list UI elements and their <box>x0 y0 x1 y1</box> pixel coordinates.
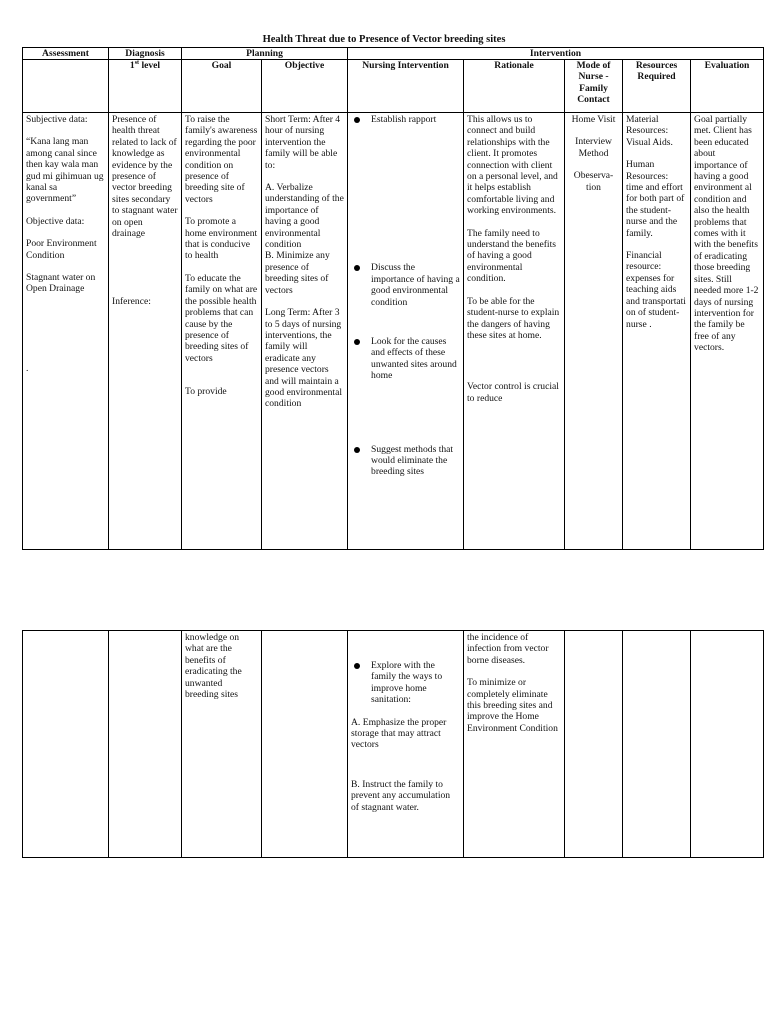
objective-item: Stagnant water on Open Drainage <box>26 272 96 295</box>
cell-diagnosis-continued <box>109 631 182 858</box>
stray-dot: . <box>26 362 29 374</box>
intervention-item: Look for the causes and effects of these unwanted sites around home <box>351 336 460 382</box>
header-rationale: Rationale <box>464 60 565 113</box>
header-blank <box>23 60 109 113</box>
rationale-item: This allows us to connect and build relationships with the client. It promotes connection with client on a personal level, and it helps establish comfortable living and working environments. <box>467 114 558 217</box>
intervention-item: Explore with the family the ways to improve home sanitation: <box>351 660 460 706</box>
objective-long-term: Long Term: After 3 to 5 days of nursing interventions, the family will eradicate any presence vectors and will maintain a good environmental condition <box>265 307 342 410</box>
header-diagnosis: Diagnosis <box>109 48 182 60</box>
cell-diagnosis <box>109 113 182 550</box>
cell-evaluation-continued <box>691 631 764 858</box>
care-plan-table-continued <box>22 630 764 858</box>
objective-short-term: Short Term: After 4 hour of nursing intervention the family will be able to: <box>265 114 341 171</box>
header-goal: Goal <box>182 60 262 113</box>
resource-item: Human Resources: time and effort for both part of the student-nurse and the family. <box>626 159 685 239</box>
bullet-icon <box>354 265 360 271</box>
mode-item: Home Visit <box>571 114 616 125</box>
bullet-icon <box>354 663 360 669</box>
header-nursing-intervention: Nursing Intervention <box>348 60 464 113</box>
cell-goal <box>182 113 262 550</box>
cell-objective <box>262 113 348 550</box>
rationale-item: the incidence of infection from vector borne diseases. <box>467 632 549 666</box>
objective-a: A. Verbalize understanding of the importance of having a good environmental condition <box>265 182 344 251</box>
objective-label: Objective data: <box>26 215 85 227</box>
intervention-item: Discuss the importance of having a good environmental condition <box>351 262 460 308</box>
cell-goal-continued <box>182 631 262 858</box>
rationale-item: To minimize or completely eliminate this breeding sites and improve the Home Environment Condition <box>467 677 558 734</box>
goal-item: To promote a home environment that is conducive to health <box>185 216 258 262</box>
rationale-item: The family need to understand the benefits of having a good environmental condition. <box>467 227 556 285</box>
cell-resources <box>623 113 691 550</box>
goal-item: To raise the family's awareness regarding the poor environmental condition on presence of breeding site of vectors <box>185 114 258 205</box>
care-plan-table <box>22 47 764 550</box>
diagnosis-text: Presence of health threat related to lack of knowledge as evidence by the presence of vector breeding sites secondary to stagnant water on open drainage <box>112 114 178 240</box>
cell-nursing-intervention <box>348 113 464 550</box>
cell-evaluation <box>691 113 764 550</box>
cell-resources-continued <box>623 631 691 858</box>
header-objective: Objective <box>262 60 348 113</box>
bullet-icon <box>354 117 360 123</box>
cell-objective-continued <box>262 631 348 858</box>
resource-item: Material Resources: Visual Aids. <box>626 114 673 148</box>
header-evaluation: Evaluation <box>691 60 764 113</box>
intervention-subitem: B. Instruct the family to prevent any accumulation of stagnant water. <box>351 778 451 813</box>
goal-item: To provide <box>185 386 227 398</box>
bullet-icon <box>354 339 360 345</box>
cell-mode-of-contact <box>565 113 623 550</box>
objective-b: B. Minimize any presence of breeding sites of vectors <box>265 250 330 296</box>
header-row-sub <box>23 60 764 113</box>
cell-mode-continued <box>565 631 623 858</box>
header-mode-of-contact: Mode of Nurse - Family Contact <box>565 60 623 113</box>
header-intervention: Intervention <box>348 48 764 60</box>
care-plan-row-continued <box>23 631 764 858</box>
cell-assessment-continued <box>23 631 109 858</box>
header-row-main <box>23 48 764 60</box>
subjective-quote: “Kana lang man among canal since then kay wala man gud mi gihimuan ug kanal sa government” <box>26 136 104 205</box>
mode-item: Obeserva-tion <box>573 170 614 193</box>
bullet-icon <box>354 447 360 453</box>
header-planning: Planning <box>182 48 348 60</box>
rationale-item: Vector control is crucial to reduce <box>467 381 559 404</box>
care-plan-row <box>23 113 764 550</box>
inference-label: Inference: <box>112 296 151 308</box>
header-assessment: Assessment <box>23 48 109 60</box>
page-title: Health Threat due to Presence of Vector breeding sites <box>262 34 506 45</box>
subjective-label: Subjective data: <box>26 114 88 125</box>
evaluation-text: Goal partially met. Client has been educated about importance of having a good environment al condition and also the health problems that comes with it with the benefits of eradicating those breeding sites. Still needed more 1-2 days of nursing intervention for the family be free of any vectors. <box>694 114 759 354</box>
header-resources: Resources Required <box>623 60 691 113</box>
cell-assessment <box>23 113 109 550</box>
intervention-subitem: A. Emphasize the proper storage that may attract vectors <box>351 716 447 751</box>
cell-rationale <box>464 113 565 550</box>
cell-nursing-intervention-continued <box>348 631 464 858</box>
goal-item: knowledge on what are the benefits of eradicating the unwanted breeding sites <box>185 632 242 701</box>
cell-rationale-continued <box>464 631 565 858</box>
intervention-item: Establish rapport <box>351 114 460 125</box>
rationale-item: To be able for the student-nurse to explain the dangers of having these sites at home. <box>467 295 560 341</box>
header-level: 1st level <box>109 60 182 113</box>
objective-item: Poor Environment Condition <box>26 238 97 261</box>
intervention-item: Suggest methods that would eliminate the breeding sites <box>351 444 460 478</box>
resource-item: Financial resource: expenses for teaching aids and transportati on of student-nurse . <box>626 250 686 330</box>
goal-item: To educate the family on what are the possible health problems that can cause by the presence of breeding sites of vectors <box>185 272 258 364</box>
mode-item: Interview Method <box>575 136 612 159</box>
